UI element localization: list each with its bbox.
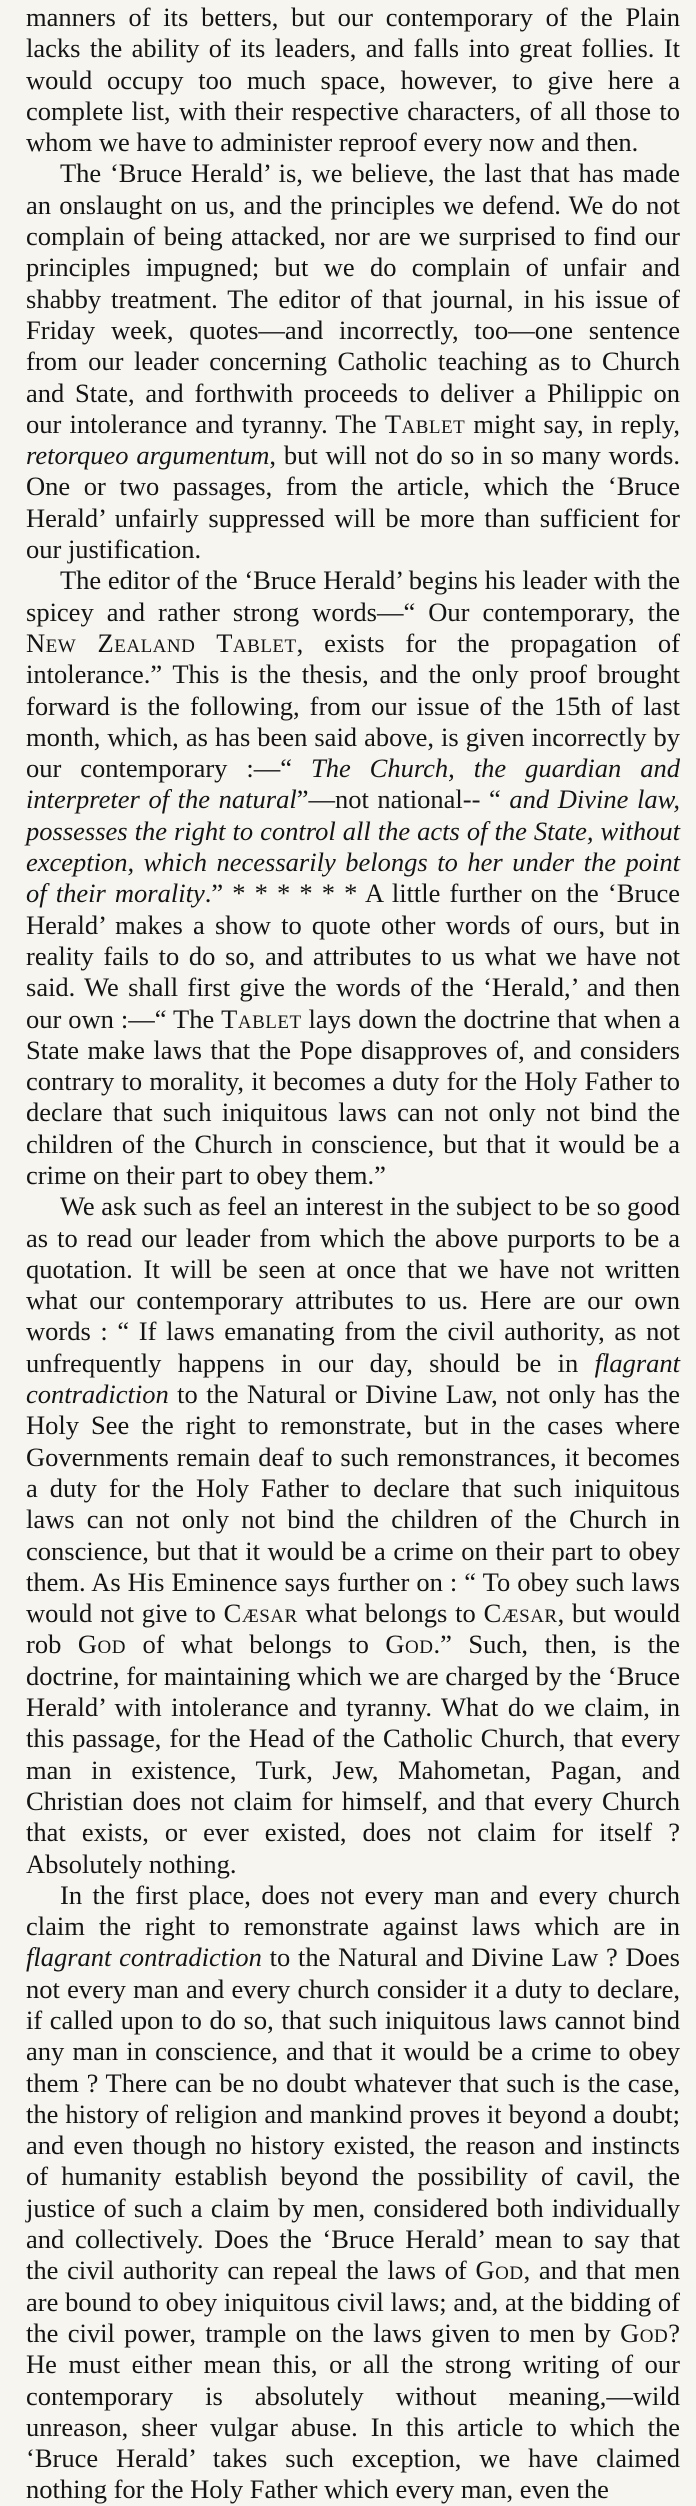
small-caps-text: God bbox=[77, 1629, 126, 1660]
text-run: of what belongs to bbox=[125, 1629, 386, 1660]
text-run: The ‘Bruce Herald’ is, we believe, the last that has made an onslaught on us, and the principles we defend. We do not complain of being attacked, nor are we surprised to find our principles impugned; but we do complain of unfair and shabby treatment. The editor of that journal, in his issue of Friday week, quotes—and incorrectly, too—one sentence from our leader concerning Catholic teaching as to Church and State, and forthwith proceeds to deliver a Philippic on our intolerance and tyranny. The bbox=[26, 158, 680, 439]
small-caps-text: Tablet bbox=[221, 1003, 302, 1034]
italic-text: flagrant contradiction bbox=[26, 1347, 680, 1410]
article-paragraph bbox=[26, 565, 680, 1191]
small-caps-text: Tablet bbox=[384, 408, 466, 439]
small-caps-text: Cæsar bbox=[223, 1598, 298, 1629]
article-paragraph bbox=[26, 1880, 680, 2506]
text-run: We ask such as feel an interest in the subject to be so good as to read our leader from which the above purports to be a quotation. It will be seen at once that we have not written what our contemporary attributes to us. Here are our own words : “ If laws emanating from the civil authority, as not unfrequently happens in our day, should be in bbox=[26, 1191, 680, 1378]
small-caps-text: God bbox=[620, 2317, 669, 2348]
article-paragraph bbox=[26, 1191, 680, 1880]
article-paragraph bbox=[26, 158, 680, 565]
article-body bbox=[26, 2, 680, 2506]
text-run: might say, in reply, bbox=[465, 408, 680, 439]
small-caps-text: New Zealand Tablet bbox=[26, 627, 297, 658]
text-run: to the Natural or Divine Law, not only has the Holy See the right to remonstrate, but in the cases where Governments remain deaf to such remonstrances, it becomes a duty for the Holy Father to declare that such iniquitous laws can not only not bind the children of the Church in conscience, but that it would be a crime on their part to obey them. As His Eminence says further on : “ To obey such laws would not give to bbox=[26, 1379, 680, 1629]
small-caps-text: God bbox=[475, 2255, 524, 2286]
text-run: lays down the doctrine that when a State make laws that the Pope disapproves of, and considers contrary to morality, it becomes a duty for the Holy Father to declare that such iniquitous laws can not only not bind the children of the Church in conscience, but that it would be a crime on their part to obey them.” bbox=[26, 1003, 681, 1190]
italic-text: flagrant contradiction bbox=[26, 1942, 262, 1973]
text-run: , exists for the propagation of intolerance.” This is the thesis, and the only proof brought forward is the following, from our issue of the 15th of last month, which, as has been said above, is given incorrectly by our contemporary :—“ bbox=[26, 627, 680, 784]
small-caps-text: Cæsar bbox=[483, 1598, 558, 1629]
text-run: In the first place, does not every man and every church claim the right to remonstrate against laws which are in bbox=[26, 1879, 680, 1942]
text-run: , and that men are bound to obey iniquitous civil laws; and, at the bidding of the civil power, trample on the laws given to men by bbox=[26, 2255, 681, 2348]
text-run: what belongs to bbox=[297, 1598, 484, 1629]
text-run: .” * * * * * * A little further on the ‘Bruce Herald’ makes a show to quote other words of ours, but in reality fails to do so, and attributes to us what we have not said. We shall first give the words of the ‘Herald,’ and then our own :—“ The bbox=[26, 878, 680, 1034]
italic-text: retorqueo argumentum bbox=[26, 440, 270, 471]
text-run: manners of its betters, but our contemporary of the Plain lacks the ability of its leaders, and falls into great follies. It would occupy too much space, however, to give here a complete list, with their respective characters, of all those to whom we have to administer reproof every now and then. bbox=[26, 2, 680, 158]
text-run: ”—not national-- “ bbox=[296, 784, 510, 815]
text-run: , but would rob bbox=[26, 1598, 680, 1660]
text-run: .” Such, then, is the doctrine, for maintaining which we are charged by the ‘Bruce Herald’ with intolerance and tyranny. What do we claim, in this passage, for the Head of the Catholic Church, that every man in existence, Turk, Jew, Mahometan, Pagan, and Christian does not claim for himself, and that every Church that exists, or ever existed, does not claim for itself ? Absolutely nothing. bbox=[26, 1629, 681, 1879]
text-run: , but will not do so in so many words. One or two passages, from the article, which the ‘Bruce Herald’ unfairly suppressed will be more than sufficient for our justification. bbox=[26, 440, 681, 565]
text-run: The editor of the ‘Bruce Herald’ begins his leader with the spicey and rather strong words—“ Our contemporary, the bbox=[26, 565, 680, 627]
italic-text: The Church, the guardian and interpreter of the natural bbox=[26, 753, 680, 815]
text-run: ? He must either mean this, or all the strong writing of our contemporary is absolutely without meaning,—wild unreason, sheer vulgar abuse. In this article to which the ‘Bruce Herald’ takes such exception, we have claimed nothing for the Holy Father which every man, even the bbox=[26, 2317, 680, 2505]
small-caps-text: God bbox=[385, 1629, 434, 1660]
text-run: to the Natural and Divine Law ? Does not every man and every church consider it a duty to declare, if called upon to do so, that such iniquitous laws cannot bind any man in conscience, and that it would be a crime to obey them ? There can be no doubt whatever that such is the case, the history of religion and mankind proves it beyond a doubt; and even though no history existed, the reason and instincts of humanity establish beyond the possibility of cavil, the justice of such a claim by men, considered both individually and collectively. Does the ‘Bruce Herald’ mean to say that the civil authority can repeal the laws of bbox=[26, 1942, 680, 2286]
article-paragraph bbox=[26, 2, 680, 158]
italic-text: and Divine law, possesses the right to control all the acts of the State, without exception, which necessarily belongs to her under the point of their morality bbox=[26, 784, 680, 909]
